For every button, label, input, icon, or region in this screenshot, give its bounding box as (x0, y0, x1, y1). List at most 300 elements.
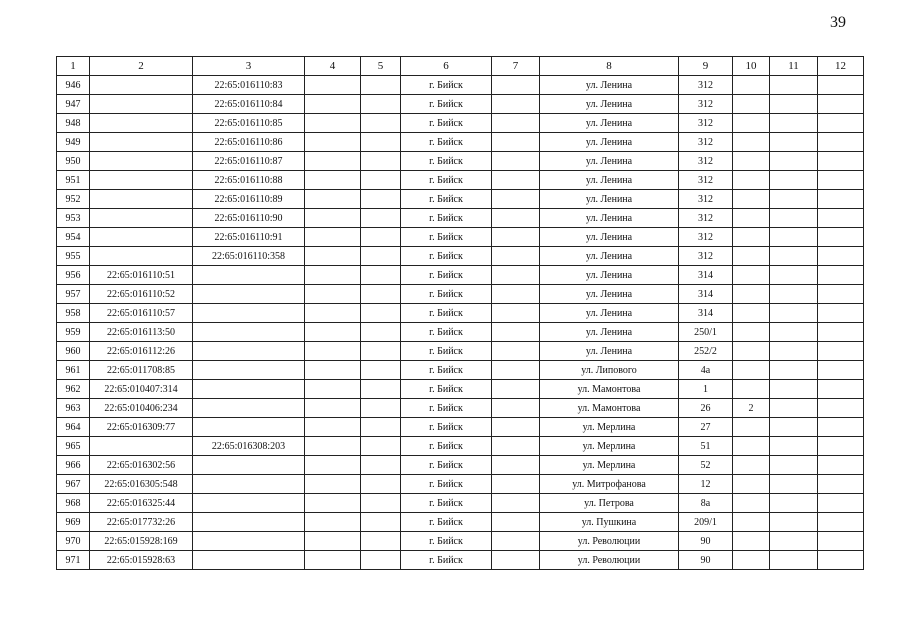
table-cell (818, 342, 864, 361)
table-cell: 22:65:016308:203 (193, 437, 305, 456)
table-cell (361, 76, 401, 95)
table-cell (305, 76, 361, 95)
table-cell: 52 (679, 456, 733, 475)
table-cell: 4а (679, 361, 733, 380)
table-cell: 22:65:017732:26 (90, 513, 193, 532)
table-cell (733, 285, 770, 304)
table-cell (492, 285, 540, 304)
table-cell (193, 304, 305, 323)
table-cell (770, 380, 818, 399)
table-row (57, 380, 864, 399)
table-cell: г. Бийск (401, 532, 492, 551)
table-cell (818, 228, 864, 247)
table-cell: г. Бийск (401, 494, 492, 513)
table-cell: ул. Ленина (540, 342, 679, 361)
table-row (57, 437, 864, 456)
column-header-8: 8 (540, 57, 679, 76)
table-cell: 314 (679, 285, 733, 304)
table-cell (90, 247, 193, 266)
table-cell (818, 532, 864, 551)
table-row (57, 456, 864, 475)
table-cell: г. Бийск (401, 133, 492, 152)
table-cell: 954 (57, 228, 90, 247)
table-cell (770, 437, 818, 456)
column-header-5: 5 (361, 57, 401, 76)
table-cell (492, 152, 540, 171)
table-cell: 953 (57, 209, 90, 228)
table-cell (818, 152, 864, 171)
table-cell: ул. Петрова (540, 494, 679, 513)
table-cell: 22:65:016110:88 (193, 171, 305, 190)
table-cell: 312 (679, 133, 733, 152)
table-cell (492, 114, 540, 133)
table-cell: 312 (679, 114, 733, 133)
table-cell (770, 228, 818, 247)
table-cell (770, 342, 818, 361)
table-cell (193, 285, 305, 304)
table-cell (770, 304, 818, 323)
table-cell (361, 323, 401, 342)
table-cell: ул. Ленина (540, 304, 679, 323)
table-cell (361, 380, 401, 399)
table-cell (770, 266, 818, 285)
table-cell (305, 551, 361, 570)
table-cell (305, 456, 361, 475)
table-cell: 22:65:016110:51 (90, 266, 193, 285)
table-cell (770, 551, 818, 570)
table-cell (818, 551, 864, 570)
table-cell (733, 551, 770, 570)
table-cell: ул. Ленина (540, 285, 679, 304)
table-cell (770, 247, 818, 266)
table-cell (305, 437, 361, 456)
registry-table (56, 56, 864, 570)
column-header-4: 4 (305, 57, 361, 76)
table-cell: 312 (679, 76, 733, 95)
table-cell (770, 152, 818, 171)
table-cell (733, 342, 770, 361)
table-cell (492, 247, 540, 266)
table-cell (770, 285, 818, 304)
table-cell: ул. Революции (540, 551, 679, 570)
table-cell: 312 (679, 209, 733, 228)
table-cell (492, 190, 540, 209)
table-cell (770, 133, 818, 152)
table-cell: 952 (57, 190, 90, 209)
table-cell (361, 304, 401, 323)
table-cell (818, 513, 864, 532)
table-cell (361, 494, 401, 513)
table-cell (818, 494, 864, 513)
table-cell: ул. Пушкина (540, 513, 679, 532)
table-cell: г. Бийск (401, 418, 492, 437)
table-cell (361, 437, 401, 456)
table-cell: 964 (57, 418, 90, 437)
table-cell (492, 133, 540, 152)
table-cell (193, 342, 305, 361)
table-cell (193, 494, 305, 513)
table-cell (733, 494, 770, 513)
table-cell: г. Бийск (401, 399, 492, 418)
table-cell: 22:65:016110:90 (193, 209, 305, 228)
column-header-2: 2 (90, 57, 193, 76)
table-cell (818, 171, 864, 190)
table-cell: 969 (57, 513, 90, 532)
table-cell (733, 152, 770, 171)
table-cell: 90 (679, 551, 733, 570)
table-cell: 22:65:016325:44 (90, 494, 193, 513)
table-cell: 22:65:015928:169 (90, 532, 193, 551)
table-cell: 312 (679, 190, 733, 209)
table-row (57, 209, 864, 228)
table-cell: г. Бийск (401, 152, 492, 171)
table-cell: г. Бийск (401, 209, 492, 228)
table-cell: ул. Ленина (540, 133, 679, 152)
table-cell (305, 380, 361, 399)
table-cell (492, 475, 540, 494)
table-cell: 946 (57, 76, 90, 95)
table-cell (818, 380, 864, 399)
table-cell (305, 361, 361, 380)
table-cell: 314 (679, 304, 733, 323)
table-cell (818, 361, 864, 380)
table-cell (733, 456, 770, 475)
table-cell: 27 (679, 418, 733, 437)
table-cell (733, 171, 770, 190)
table-cell (733, 228, 770, 247)
table-cell (305, 266, 361, 285)
table-cell (361, 95, 401, 114)
table-cell: 966 (57, 456, 90, 475)
table-cell (361, 114, 401, 133)
table-cell: 312 (679, 247, 733, 266)
table-cell: 22:65:016110:86 (193, 133, 305, 152)
table-cell: г. Бийск (401, 380, 492, 399)
table-row (57, 190, 864, 209)
table-row (57, 494, 864, 513)
table-cell: ул. Ленина (540, 190, 679, 209)
table-cell (492, 342, 540, 361)
table-cell (492, 76, 540, 95)
table-cell (305, 494, 361, 513)
table-cell: ул. Ленина (540, 247, 679, 266)
table-cell: ул. Ленина (540, 95, 679, 114)
table-cell: 22:65:016110:52 (90, 285, 193, 304)
table-cell: 967 (57, 475, 90, 494)
table-cell: 312 (679, 95, 733, 114)
table-row (57, 95, 864, 114)
table-cell: 312 (679, 152, 733, 171)
table-cell (733, 114, 770, 133)
table-cell (305, 209, 361, 228)
column-header-6: 6 (401, 57, 492, 76)
table-cell (818, 456, 864, 475)
table-cell: 1 (679, 380, 733, 399)
table-cell (305, 513, 361, 532)
table-cell: г. Бийск (401, 171, 492, 190)
table-cell (818, 285, 864, 304)
table-cell: 948 (57, 114, 90, 133)
table-cell: 22:65:016110:87 (193, 152, 305, 171)
table-row (57, 418, 864, 437)
table-cell: ул. Ленина (540, 323, 679, 342)
table-cell (90, 209, 193, 228)
table-cell (492, 171, 540, 190)
table-cell (492, 209, 540, 228)
table-cell: 312 (679, 171, 733, 190)
table-cell (818, 399, 864, 418)
table-cell: 965 (57, 437, 90, 456)
table-cell (733, 209, 770, 228)
table-cell (770, 171, 818, 190)
table-cell: г. Бийск (401, 456, 492, 475)
table-cell (818, 76, 864, 95)
table-cell (492, 361, 540, 380)
table-cell: 957 (57, 285, 90, 304)
table-cell (492, 95, 540, 114)
table-cell: 22:65:016305:548 (90, 475, 193, 494)
table-cell (770, 418, 818, 437)
table-cell (90, 95, 193, 114)
table-cell (361, 342, 401, 361)
table-cell: г. Бийск (401, 475, 492, 494)
table-cell: 22:65:010407:314 (90, 380, 193, 399)
table-cell (361, 266, 401, 285)
table-cell: ул. Ленина (540, 114, 679, 133)
table-cell: ул. Мерлина (540, 437, 679, 456)
table-cell (90, 152, 193, 171)
table-cell (492, 304, 540, 323)
table-cell (305, 114, 361, 133)
table-cell: 22:65:016113:50 (90, 323, 193, 342)
table-cell: г. Бийск (401, 304, 492, 323)
table-cell (193, 399, 305, 418)
table-cell: 951 (57, 171, 90, 190)
table-cell (492, 494, 540, 513)
table-cell: г. Бийск (401, 190, 492, 209)
table-cell: 22:65:016110:85 (193, 114, 305, 133)
column-header-11: 11 (770, 57, 818, 76)
table-cell: ул. Митрофанова (540, 475, 679, 494)
table-cell (733, 513, 770, 532)
table-cell (305, 152, 361, 171)
table-cell (361, 418, 401, 437)
table-cell (305, 532, 361, 551)
table-cell (90, 133, 193, 152)
table-cell: 22:65:016110:91 (193, 228, 305, 247)
table-cell (770, 399, 818, 418)
table-cell (770, 114, 818, 133)
column-header-7: 7 (492, 57, 540, 76)
table-cell: 971 (57, 551, 90, 570)
table-cell: ул. Ленина (540, 171, 679, 190)
table-body (57, 76, 864, 570)
table-cell (770, 494, 818, 513)
table-cell (361, 456, 401, 475)
column-header-12: 12 (818, 57, 864, 76)
table-cell (492, 399, 540, 418)
table-cell: 22:65:011708:85 (90, 361, 193, 380)
table-cell: 947 (57, 95, 90, 114)
table-cell (193, 323, 305, 342)
table-cell: г. Бийск (401, 114, 492, 133)
table-cell (733, 266, 770, 285)
table-cell: ул. Мамонтова (540, 380, 679, 399)
table-cell (305, 247, 361, 266)
table-cell (305, 133, 361, 152)
table-cell: г. Бийск (401, 76, 492, 95)
table-cell (770, 95, 818, 114)
table-cell (90, 171, 193, 190)
table-cell: г. Бийск (401, 342, 492, 361)
table-cell (492, 266, 540, 285)
table-cell (733, 323, 770, 342)
table-cell (733, 475, 770, 494)
column-header-3: 3 (193, 57, 305, 76)
table-cell (90, 190, 193, 209)
table-cell: 950 (57, 152, 90, 171)
table-cell (770, 513, 818, 532)
table-cell (193, 551, 305, 570)
table-row (57, 266, 864, 285)
table-cell (193, 456, 305, 475)
table-row (57, 551, 864, 570)
table-cell: 26 (679, 399, 733, 418)
table-cell: 22:65:010406:234 (90, 399, 193, 418)
table-cell (193, 532, 305, 551)
table-row (57, 475, 864, 494)
table-cell (90, 76, 193, 95)
table-cell (733, 247, 770, 266)
table-cell: 209/1 (679, 513, 733, 532)
table-cell (361, 133, 401, 152)
table-cell (818, 266, 864, 285)
table-cell: г. Бийск (401, 266, 492, 285)
table-cell: 22:65:016110:83 (193, 76, 305, 95)
table-cell (818, 247, 864, 266)
column-header-10: 10 (733, 57, 770, 76)
table-row (57, 228, 864, 247)
table-cell: ул. Революции (540, 532, 679, 551)
table-cell (361, 399, 401, 418)
table-cell: 2 (733, 399, 770, 418)
table-cell: 22:65:016112:26 (90, 342, 193, 361)
table-cell (770, 323, 818, 342)
table-cell (492, 323, 540, 342)
table-cell (733, 361, 770, 380)
table-cell (770, 361, 818, 380)
table-cell (193, 380, 305, 399)
table-cell: ул. Ленина (540, 152, 679, 171)
table-cell (770, 532, 818, 551)
table-cell: 312 (679, 228, 733, 247)
table-cell: 22:65:016110:358 (193, 247, 305, 266)
table-cell: г. Бийск (401, 323, 492, 342)
table-cell: г. Бийск (401, 361, 492, 380)
table-row (57, 76, 864, 95)
table-cell (770, 76, 818, 95)
table-cell (193, 361, 305, 380)
table-cell (818, 304, 864, 323)
table-row (57, 133, 864, 152)
table-cell (193, 475, 305, 494)
table-cell: ул. Мерлина (540, 456, 679, 475)
table-cell (193, 513, 305, 532)
table-cell (733, 380, 770, 399)
table-cell: ул. Ленина (540, 228, 679, 247)
table-cell: 22:65:016302:56 (90, 456, 193, 475)
table-cell: ул. Мерлина (540, 418, 679, 437)
table-cell (305, 323, 361, 342)
table-cell: г. Бийск (401, 513, 492, 532)
table-cell (361, 361, 401, 380)
table-cell: ул. Ленина (540, 76, 679, 95)
table-cell (305, 171, 361, 190)
table-cell (361, 190, 401, 209)
table-cell: 962 (57, 380, 90, 399)
table-cell: 960 (57, 342, 90, 361)
table-cell (492, 456, 540, 475)
table-cell (770, 190, 818, 209)
table-cell (361, 228, 401, 247)
page-number: 39 (830, 14, 846, 31)
table-row (57, 285, 864, 304)
table-cell: ул. Ленина (540, 266, 679, 285)
table-cell (361, 475, 401, 494)
table-cell: 949 (57, 133, 90, 152)
table-cell: 8а (679, 494, 733, 513)
column-header-1: 1 (57, 57, 90, 76)
table-cell: 22:65:016110:57 (90, 304, 193, 323)
table-row (57, 171, 864, 190)
table-cell: 51 (679, 437, 733, 456)
table-cell (305, 399, 361, 418)
table-row (57, 532, 864, 551)
table-cell (361, 532, 401, 551)
table-cell (361, 285, 401, 304)
table-cell (305, 95, 361, 114)
table-row (57, 513, 864, 532)
table-cell (818, 190, 864, 209)
table-cell (733, 418, 770, 437)
table-cell (492, 380, 540, 399)
table-cell (818, 418, 864, 437)
table-cell (818, 437, 864, 456)
table-row (57, 152, 864, 171)
table-cell (770, 456, 818, 475)
table-cell (492, 228, 540, 247)
table-cell (818, 209, 864, 228)
table-cell (361, 171, 401, 190)
table-cell (818, 475, 864, 494)
table-cell: г. Бийск (401, 228, 492, 247)
table-cell: ул. Мамонтова (540, 399, 679, 418)
table-cell (492, 437, 540, 456)
table-cell: г. Бийск (401, 551, 492, 570)
table-cell: 958 (57, 304, 90, 323)
table-cell: г. Бийск (401, 285, 492, 304)
table-cell: 22:65:016110:89 (193, 190, 305, 209)
table-header (57, 57, 864, 76)
table-cell: 968 (57, 494, 90, 513)
table-cell: 12 (679, 475, 733, 494)
table-cell: 970 (57, 532, 90, 551)
table-row (57, 342, 864, 361)
table-cell: 963 (57, 399, 90, 418)
table-row (57, 247, 864, 266)
table-cell (305, 475, 361, 494)
table-cell: 90 (679, 532, 733, 551)
